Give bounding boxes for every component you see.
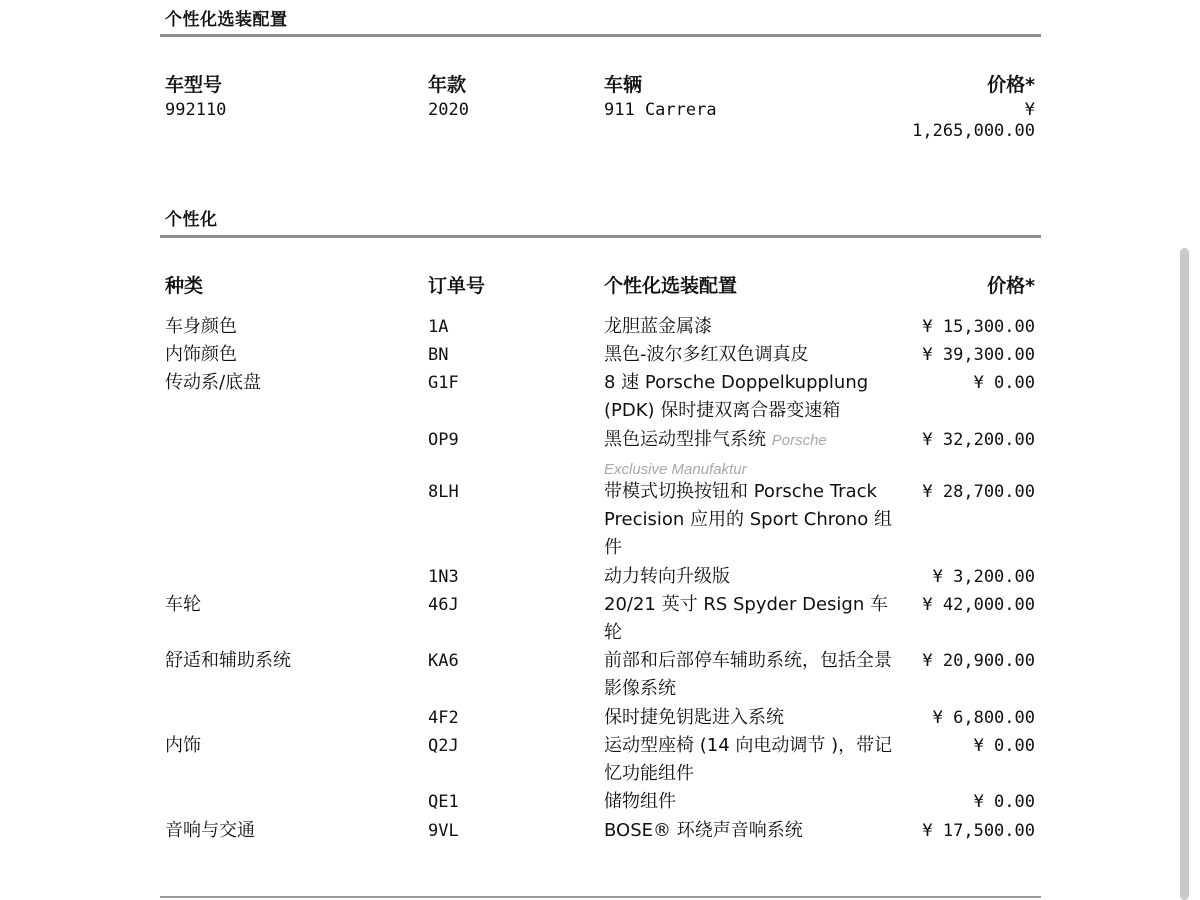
price-cell: ¥ 6,800.00 xyxy=(932,708,1035,728)
order-code-cell: 1N3 xyxy=(428,567,459,587)
option-desc-cell: 8 速 Porsche Doppelkupplung (PDK) 保时捷双离合器变速箱 xyxy=(604,372,869,421)
option-desc-cell: 储物组件 xyxy=(604,791,676,812)
price-cell: ¥ 0.00 xyxy=(973,736,1035,756)
price-cell: ¥ 42,000.00 xyxy=(922,595,1035,615)
header-price: 价格* xyxy=(987,275,1035,297)
order-code-cell: G1F xyxy=(428,373,459,393)
header-vehicle: 车辆 xyxy=(604,74,643,96)
category-cell: 车身颜色 xyxy=(165,316,237,337)
category-cell: 内饰颜色 xyxy=(165,344,237,365)
currency-symbol: ¥ xyxy=(1024,100,1035,120)
price-cell: ¥ 15,300.00 xyxy=(922,317,1035,337)
price-cell: ¥ 28,700.00 xyxy=(922,482,1035,502)
order-code-cell: 46J xyxy=(428,595,459,615)
order-code-cell: OP9 xyxy=(428,430,459,450)
section-title-options: 个性化选装配置 xyxy=(165,10,288,30)
header-category: 种类 xyxy=(165,275,204,297)
header-model-no: 车型号 xyxy=(165,74,223,96)
header-price: 价格* xyxy=(987,74,1035,96)
category-cell: 内饰 xyxy=(165,735,201,756)
option-desc-cell: BOSE® 环绕声音响系统 xyxy=(604,820,803,841)
header-option: 个性化选装配置 xyxy=(604,275,738,297)
order-code-cell: Q2J xyxy=(428,736,459,756)
order-code-cell: KA6 xyxy=(428,651,459,671)
order-code-cell: 1A xyxy=(428,317,449,337)
vertical-scrollbar[interactable] xyxy=(1180,248,1189,900)
price-cell: ¥ 20,900.00 xyxy=(922,651,1035,671)
category-cell: 传动系/底盘 xyxy=(165,372,262,393)
option-desc-text: 黑色运动型排气系统 xyxy=(604,429,766,450)
section-divider xyxy=(160,896,1041,898)
section-divider xyxy=(160,34,1041,37)
price-cell: ¥ 0.00 xyxy=(973,373,1035,393)
header-year: 年款 xyxy=(428,74,467,96)
year-value: 2020 xyxy=(428,100,469,120)
category-cell: 舒适和辅助系统 xyxy=(165,650,291,671)
option-desc-cell: 20/21 英寸 RS Spyder Design 车轮 xyxy=(604,594,888,643)
vehicle-value: 911 Carrera xyxy=(604,100,717,120)
section-divider xyxy=(160,235,1041,238)
section-title-personalization: 个性化 xyxy=(165,210,218,230)
option-desc-cell: 动力转向升级版 xyxy=(604,566,730,587)
manufaktur-note: Porsche Exclusive Manufaktur xyxy=(604,432,827,478)
order-code-cell: 4F2 xyxy=(428,708,459,728)
order-code-cell: 9VL xyxy=(428,821,459,841)
option-desc-cell: 运动型座椅 (14 向电动调节 )，带记忆功能组件 xyxy=(604,735,893,784)
price-cell: ¥ 32,200.00 xyxy=(922,430,1035,450)
price-cell: ¥ 17,500.00 xyxy=(922,821,1035,841)
option-desc-cell: 黑色-波尔多红双色调真皮 xyxy=(604,344,809,365)
price-cell: ¥ 39,300.00 xyxy=(922,345,1035,365)
header-order-no: 订单号 xyxy=(428,275,486,297)
price-cell: ¥ 3,200.00 xyxy=(932,567,1035,587)
option-desc-cell: 龙胆蓝金属漆 xyxy=(604,316,712,337)
category-cell: 车轮 xyxy=(165,594,201,615)
option-desc-cell: 前部和后部停车辅助系统，包括全景影像系统 xyxy=(604,650,892,699)
option-desc-cell: 保时捷免钥匙进入系统 xyxy=(604,707,784,728)
option-desc-cell: 带模式切换按钮和 Porsche Track Precision 应用的 Sport Chrono 组件 xyxy=(604,481,892,558)
price-cell: ¥ 0.00 xyxy=(973,792,1035,812)
order-code-cell: BN xyxy=(428,345,449,365)
order-code-cell: QE1 xyxy=(428,792,459,812)
option-desc-cell xyxy=(604,426,894,484)
order-code-cell: 8LH xyxy=(428,482,459,502)
model-no-value: 992110 xyxy=(165,100,227,120)
category-cell: 音响与交通 xyxy=(165,820,255,841)
base-price-value: 1,265,000.00 xyxy=(912,121,1035,141)
